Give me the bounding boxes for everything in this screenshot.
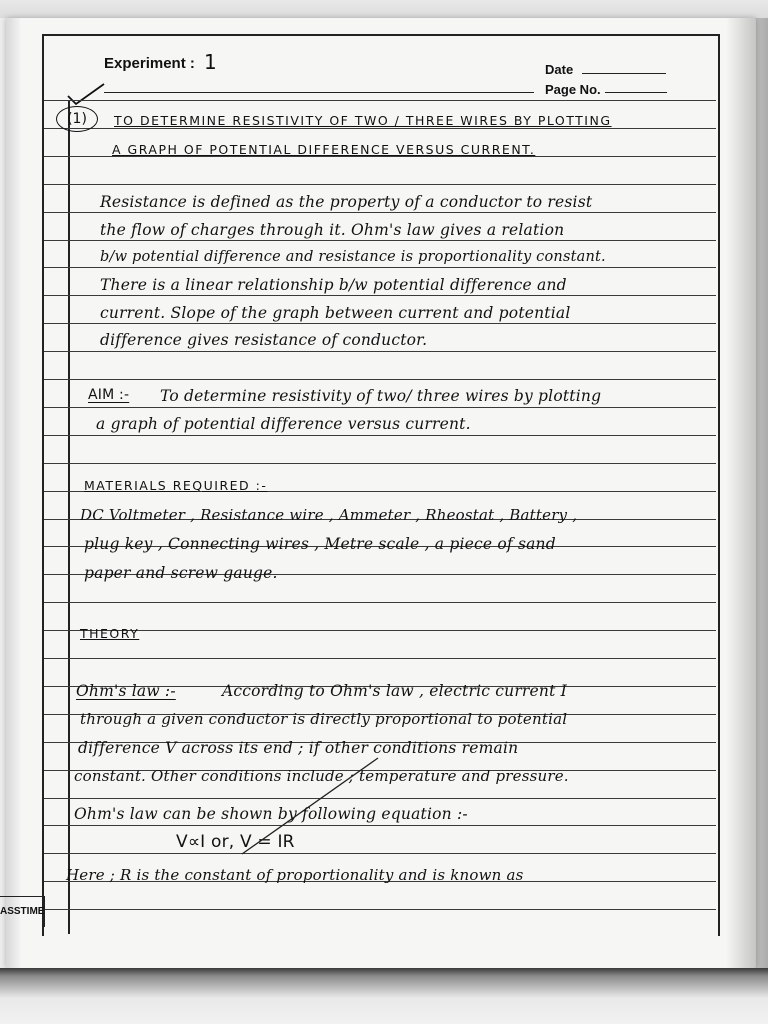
materials-heading: MATERIALS REQUIRED :-: [84, 478, 268, 493]
ruled-line: [44, 267, 716, 268]
intro-line: the flow of charges through it. Ohm's law gives a relation: [100, 221, 565, 239]
theory-line: through a given conductor is directly proportional to potential: [80, 710, 568, 728]
background-top: [0, 0, 768, 18]
date-field-line: [582, 73, 666, 74]
ruled-line: [44, 100, 716, 101]
intro-line: b/w potential difference and resistance is proportionality constant.: [100, 249, 606, 265]
ruled-line: [44, 463, 716, 464]
ruled-line: [44, 853, 716, 854]
ruled-line: [44, 240, 716, 241]
intro-line: difference gives resistance of conductor.: [100, 331, 428, 349]
intro-line: Resistance is defined as the property of a conductor to resist: [100, 193, 593, 211]
intro-line: current. Slope of the graph between current and potential: [100, 304, 571, 322]
background-bottom: [0, 968, 768, 1024]
experiment-circle-number: (1): [56, 106, 98, 132]
page-binding-edge: [6, 18, 20, 968]
materials-line: paper and screw gauge.: [84, 564, 278, 582]
title-line-2: A GRAPH OF POTENTIAL DIFFERENCE VERSUS CURRENT.: [112, 142, 536, 157]
theory-line: According to Ohm's law , electric current I: [222, 682, 567, 700]
theory-line: difference V across its end ; if other conditions remain: [78, 739, 519, 757]
materials-line: DC Voltmeter , Resistance wire , Ammeter , Rheostat , Battery ,: [80, 506, 578, 524]
ruled-line: [44, 435, 716, 436]
ruled-line: [44, 351, 716, 352]
checkmark-icon: [66, 82, 106, 106]
page-number-label: Page No.: [545, 82, 601, 97]
ruled-line: [44, 323, 716, 324]
theory-last-line: Here ; R is the constant of proportionality and is known as: [66, 866, 524, 884]
ruled-line: [44, 909, 716, 910]
theory-heading: THEORY: [80, 626, 140, 641]
aim-line: a graph of potential difference versus current.: [96, 415, 471, 433]
aim-label: AIM :-: [88, 387, 130, 403]
margin-line: [68, 100, 70, 934]
page-shadow: [726, 18, 768, 970]
ruled-line: [44, 407, 716, 408]
intro-line: There is a linear relationship b/w potential difference and: [100, 276, 567, 294]
experiment-number: 1: [204, 50, 217, 74]
ohms-law-label: Ohm's law :-: [76, 682, 176, 700]
ruled-line: [44, 630, 716, 631]
ruled-line: [44, 658, 716, 659]
ruled-line: [44, 798, 716, 799]
ruled-line: [44, 128, 716, 129]
title-line-1: TO DETERMINE RESISTIVITY OF TWO / THREE WIRES BY PLOTTING: [114, 113, 612, 128]
experiment-label: Experiment :: [104, 55, 195, 72]
aim-line: To determine resistivity of two/ three wires by plotting: [160, 387, 602, 405]
ruled-line: [44, 184, 716, 185]
ruled-line: [44, 379, 716, 380]
ohms-law-equation: V∝I or, V = IR: [176, 832, 295, 852]
date-label: Date: [545, 62, 574, 77]
ruled-line: [44, 602, 716, 603]
ruled-line: [44, 212, 716, 213]
materials-line: plug key , Connecting wires , Metre scale , a piece of sand: [84, 535, 556, 553]
header-divider: [104, 92, 534, 93]
theory-line: constant. Other conditions include ; temperature and pressure.: [74, 767, 569, 785]
page-number-field-line: [605, 92, 667, 93]
diagonal-strike-mark: [240, 756, 380, 856]
notebook-brand: ASSTIME: [0, 906, 45, 917]
ruled-line: [44, 295, 716, 296]
ruled-line: [44, 825, 716, 826]
theory-line: Ohm's law can be shown by following equation :-: [74, 805, 468, 823]
